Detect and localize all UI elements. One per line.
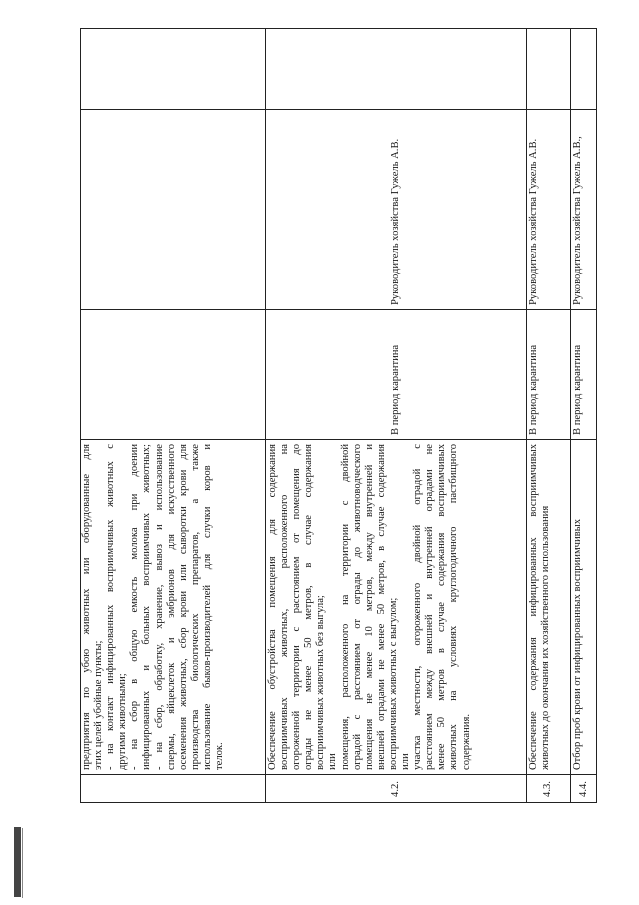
text-line: огороженной территории с расстоянием от помещения до — [291, 444, 303, 770]
period-text: В период карантина — [389, 344, 401, 435]
text-line: расстоянием между внешней и внутренней оградами не — [424, 444, 436, 770]
text-line: осеменения животных, сбор крови или сыворотки крови для — [177, 444, 189, 770]
text-line: или — [400, 753, 412, 770]
text-line: животных на условиях круглогодичного пастбищного — [448, 444, 460, 770]
row-number: 4.2. — [266, 774, 526, 803]
text-line: предприятия по убою животных или оборудованные для — [81, 444, 92, 770]
period-cell: В период карантина — [571, 309, 597, 439]
text-line: использование быков-производителей для случки коров и — [201, 444, 213, 770]
text-line: телок. — [214, 742, 226, 770]
notes-cell — [266, 28, 526, 109]
measure-text — [527, 439, 570, 774]
notes-cell — [80, 28, 265, 109]
text-line: Обеспечение обустройства помещения для содержания — [267, 444, 278, 770]
period-cell: В период карантина — [527, 309, 570, 439]
text-line: ограды не менее 50 метров, в случае содержания — [303, 444, 315, 770]
text-line: животных до окончания их хозяйственного использования — [540, 505, 552, 770]
text-line: или — [327, 753, 339, 770]
text-line: участка местности, огороженного двойной оградой с — [412, 444, 424, 770]
table-row — [571, 28, 597, 803]
text-line: другими животными; — [117, 673, 129, 770]
text-line: Обеспечение содержания инфицированных восприимчивых — [528, 444, 539, 770]
text-line: Отбор проб крови от инфицированных восприимчивых — [572, 518, 583, 770]
rotated-table-viewport — [80, 28, 597, 803]
measures-table — [80, 28, 597, 803]
responsible-text: Руководитель хозяйства Гужель А.В. — [389, 138, 401, 305]
measure-text — [266, 439, 526, 774]
text-line: инфицированных и больных восприимчивых животных; — [141, 444, 153, 770]
text-line: менее 50 метров в случае содержания восприимчивых — [436, 444, 448, 770]
row-number: 4.3. — [527, 774, 570, 803]
responsible-cell: Руководитель хозяйства Гужель А.В. — [527, 109, 570, 309]
text-line: восприимчивых животных без выгула; — [315, 595, 327, 770]
text-line: помещения, расположенного на территории с двойной — [339, 444, 351, 770]
text-line: восприимчивых животных, расположенного на — [279, 444, 291, 770]
text-line: этих целей убойные пункты; — [93, 640, 105, 770]
text-line: помещения не менее 10 метров, между внутренней и — [363, 444, 375, 770]
table-row — [266, 28, 527, 803]
text-line: - на контакт инфицированных восприимчивых животных с — [105, 444, 117, 770]
responsible-cell — [266, 109, 526, 309]
text-line: содержания. — [460, 714, 472, 770]
row-number: 4.4. — [571, 774, 597, 803]
text-line: производства биологических препаратов, а также — [189, 444, 201, 770]
text-line: внешней оградами не менее 50 метров, в случае содержания — [375, 444, 387, 770]
table-row — [80, 28, 266, 803]
row-number — [80, 774, 265, 803]
text-line: восприимчивых животных с выгулом; — [387, 597, 399, 770]
table-row — [527, 28, 571, 803]
period-cell — [266, 309, 526, 439]
scan-edge-line — [22, 828, 23, 898]
text-line: - на сбор, обработку, хранение, вывоз и использование — [153, 444, 165, 770]
notes-cell — [571, 28, 597, 109]
period-cell — [80, 309, 265, 439]
measure-text — [571, 439, 597, 774]
responsible-cell: Руководитель хозяйства Гужель А.В., — [571, 109, 597, 309]
measure-text — [80, 439, 265, 774]
text-line: оградой с расстоянием от ограды до животноводческого — [351, 444, 363, 770]
text-line: - на сбор в общую емкость молока при доении — [129, 444, 141, 770]
text-line: спермы, яйцеклеток и эмбрионов для искусственного — [165, 444, 177, 770]
responsible-cell — [80, 109, 265, 309]
scan-edge-mark — [14, 827, 21, 897]
notes-cell — [527, 28, 570, 109]
